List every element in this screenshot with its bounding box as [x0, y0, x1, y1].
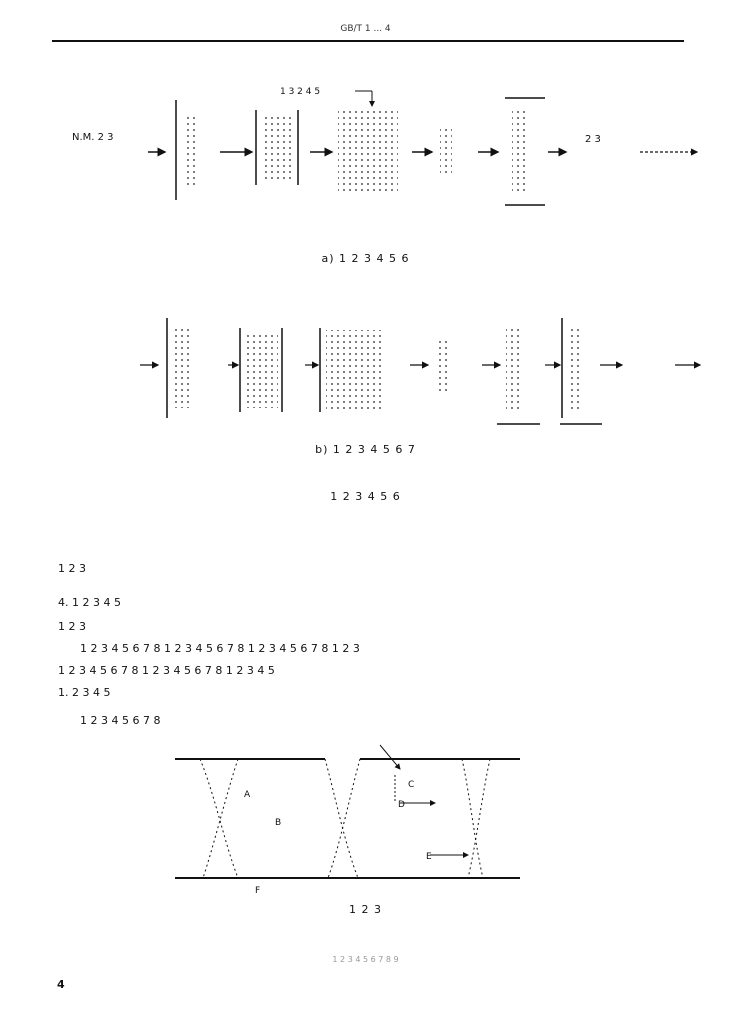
footer-watermark: 1 2 3 4 5 6 7 8 9	[332, 955, 399, 964]
list-item: 1 2 3	[58, 620, 86, 633]
paragraph-line: 1 2 3 4 5 6 7 8 1 2 3 4 5 6 7 8 1 2 3 4 5	[58, 664, 275, 677]
waveform-figure	[0, 735, 731, 904]
waveform-caption: 1 2 3	[349, 903, 382, 916]
section-heading: 1 2 3	[58, 562, 86, 575]
paragraph-line: 1 2 3 4 5 6 7 8 1 2 3 4 5 6 7 8 1 2 3 4 5 6 7 8 1 2 3	[80, 642, 360, 655]
caption-b: b) 1 2 3 4 5 6 7	[315, 443, 416, 456]
block-diagram-b	[0, 310, 731, 434]
paragraph-line: 1 2 3 4 5 6 7 8	[80, 714, 161, 727]
running-header: GB/T 1 ... 4	[340, 24, 391, 34]
top-label: 1 3 2 4 5	[280, 87, 321, 97]
page-number: 4	[57, 978, 65, 991]
output-label: 2 3	[585, 134, 601, 145]
sub-heading: 4. 1 2 3 4 5	[58, 596, 121, 609]
header-rule	[52, 40, 684, 42]
label-d: D	[398, 800, 405, 810]
figure-caption: 1 2 3 4 5 6	[330, 490, 401, 503]
input-label: N.M. 2 3	[72, 132, 114, 143]
paragraph-line: 1. 2 3 4 5	[58, 686, 111, 699]
label-f: F	[255, 886, 261, 896]
label-e: E	[426, 852, 432, 862]
caption-a: a) 1 2 3 4 5 6	[321, 252, 410, 265]
label-b: B	[275, 818, 282, 828]
label-c: C	[408, 780, 415, 790]
block-diagram-a	[0, 80, 731, 224]
label-a: A	[244, 790, 251, 800]
